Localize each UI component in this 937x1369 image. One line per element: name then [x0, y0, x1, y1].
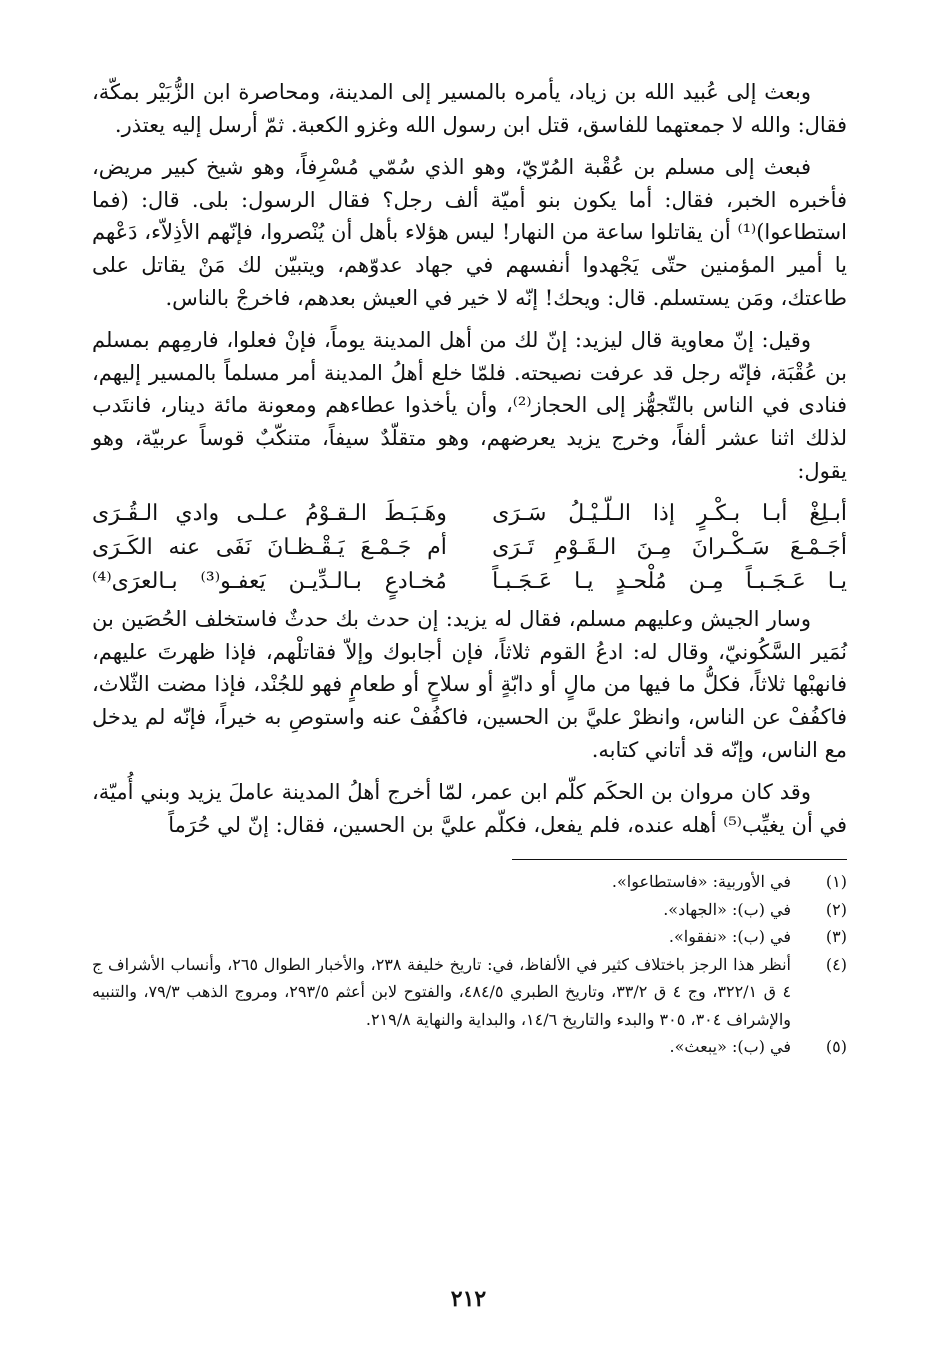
poem-second-hemistich: مُخـادعٍ بـالـدِّيـن يَعفـو⁽³⁾ بـالعرَى⁽⁴⁾: [92, 569, 447, 595]
footnote-text: في (ب): «يبعث».: [669, 1037, 791, 1057]
poem-first-hemistich: أبـلِغْ أبـا بـكْـرٍ إذا الـلّـيْـلُ سَـرَى: [492, 501, 847, 527]
poem: [92, 497, 847, 599]
footnote-item: [92, 923, 847, 951]
paragraph-4: وسار الجيش وعليهم مسلم، فقال له يزيد: إن حدث بك حدثٌ فاستخلف الحُصَين بن نُمَير السَّكُونيّ، وقال له: ادعُ القوم ثلاثاً، فإن أجابوك وإلاّ فقاتلْهم، فإذا ظهرتَ عليهم، فانهبْها ثلاثاً، فكلُّ ما فيها من مالٍ أو دابّةٍ أو سلاحٍ أو طعامٍ فهو للجُنْد، فإذا مضت الثّلاث، فاكفُفْ عن الناس، وانظرْ عليَّ بن الحسين، فاكفُفْ عنه واستوصِ به خيراً، فإنّه لم يدخل مع الناس، وإنّه قد أتاني كتابه.: [92, 607, 847, 762]
poem-verse: [92, 497, 847, 531]
footnote-number: (٤): [825, 954, 847, 974]
footnote-number: (٥): [825, 1037, 847, 1057]
footnote-item: [92, 951, 847, 1034]
footnotes: [92, 868, 847, 1061]
footnote-divider: [512, 859, 847, 860]
poem-verse: [92, 531, 847, 565]
poem-second-hemistich: وهَـبَـطَ الـقـوْمُ عـلـى وادي الـقُـرَى: [92, 501, 447, 527]
paragraph-5: وقد كان مروان بن الحكَم كلّم ابن عمر، لمّا أخرج أهلُ المدينة عاملَ يزيد وبني أُميّة، في أن يغيِّب⁽⁵⁾ أهله عنده، فلم يفعل، فكلّم عليَّ بن الحسين، فقال: إنّ لي حُرَماً: [92, 780, 847, 837]
footnote-text: في الأوربية: «فاستطاعوا».: [611, 872, 791, 892]
footnote-text: في (ب): «الجهاد».: [663, 899, 791, 919]
paragraph-3: وقيل: إنّ معاوية قال ليزيد: إنّ لك من أهل المدينة يوماً، فإنْ فعلوا، فارمِهم بمسلم بن عُقْبَة، فإنّه رجل قد عرفت نصيحته. فلمّا خلع أهلُ المدينة أمر مسلماً بالمسير إليهم، فنادى في الناس بالتّجهُّز إلى الحجاز⁽²⁾، وأن يأخذوا عطاءهم ومعونة مائة دينار، فانتَدب لذلك اثنا عشر ألفاً، وخرج يزيد يعرضهم، وهو متقلّدٌ سيفاً، متنكّبٌ قوساً عربيّة، وهو يقول:: [92, 328, 847, 483]
footnote-number: (٢): [825, 899, 847, 919]
poem-first-hemistich: أجَـمْـعَ سَـكْـرانَ مِـنَ الـقَـوْمِ تَـرَى: [492, 535, 847, 561]
poem-verse: [92, 565, 847, 599]
footnote-text: في (ب): «نفقوا».: [668, 927, 791, 947]
paragraph-1: وبعث إلى عُبيد الله بن زياد، يأمره بالمسير إلى المدينة، ومحاصرة ابن الزُّبَيْر بمكّة، فقال: والله لا جمعتهما للفاسق، قتل ابن رسول الله وغزو الكعبة. ثمّ أرسل إليه يعتذر.: [92, 80, 847, 137]
poem-second-hemistich: أم جَـمْـعَ يَـقْـظـانَ نَفَى عنه الكَـرَى: [92, 535, 447, 561]
poem-first-hemistich: يـا عَـجَـبـاً مِـن مُلْحـدٍ يـا عَـجَـبـاً: [492, 569, 847, 595]
footnote-number: (١): [825, 872, 847, 892]
footnote-item: [92, 868, 847, 896]
footnote-text: أنظر هذا الرجز باختلاف كثير في الألفاظ، في: تاريخ خليفة ٢٣٨، والأخبار الطوال ٢٦٥، وأنساب الأشراف ج ٤ ق ٣٢٢/١، وج ٤ ق ٣٣/٢، وتاريخ الطبري ٤٨٤/٥، والفتوح لابن أعثم ٢٩٣/٥، ومروج الذهب ٧٩/٣، والتنبيه والإشراف ٣٠٤، ٣٠٥ والبدء والتاريخ ١٤/٦، والبداية والنهاية ٢١٩/٨.: [92, 954, 792, 1029]
footnote-item: [92, 1033, 847, 1061]
paragraph-2: فبعث إلى مسلم بن عُقْبة المُرّيّ، وهو الذي سُمّي مُسْرِفاً، وهو شيخ كبير مريض، فأخبره الخبر، فقال: أما يكون بنو أميّة ألف رجل؟ فقال الرسول: بلى. قال: (فما استطاعوا)⁽¹⁾ أن يقاتلوا ساعة من النهار! ليس هؤلاء بأهل أن يُنْصروا، فإنّهم الأذِلاّء، دَعْهم يا أمير المؤمنين حتّى يَجْهدوا أنفسهم في جهاد عدوّهم، ويتبيّن لك مَنْ يقاتل على طاعتك، ومَن يستسلم. قال: ويحك! إنّه لا خير في العيش بعدهم، فاخرجْ بالناس.: [92, 155, 848, 310]
footnote-number: (٣): [825, 927, 847, 947]
page-number: ٢١٢: [450, 1286, 487, 1312]
footnote-item: [92, 896, 847, 924]
